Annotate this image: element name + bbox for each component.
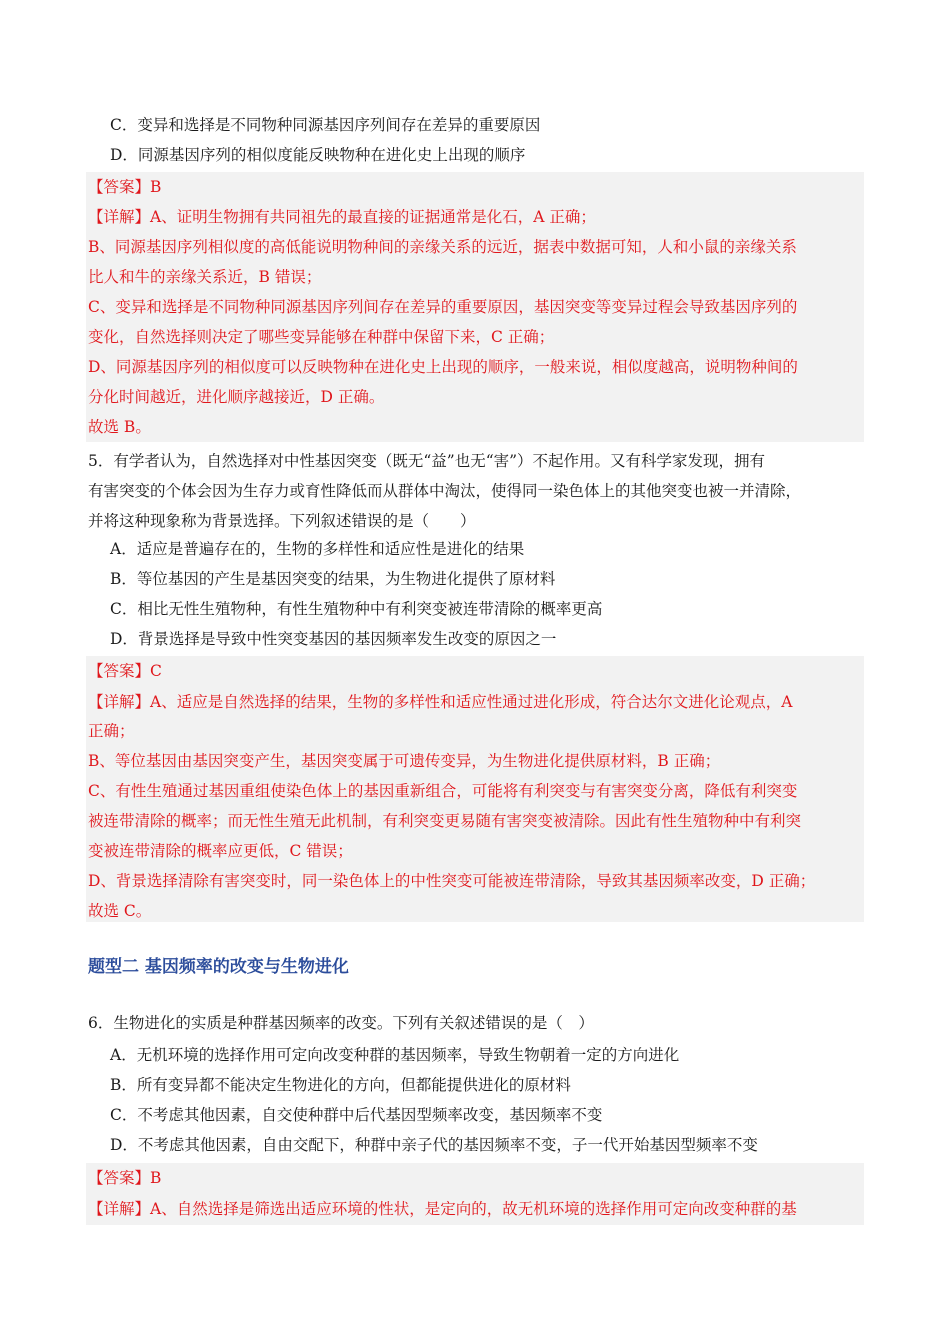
q4-detail-line: 比人和牛的亲缘关系近，B 错误； (88, 268, 322, 286)
q5-answer: 【答案】C (88, 662, 162, 680)
q5-option-b: B．等位基因的产生是基因突变的结果，为生物进化提供了原材料 (110, 570, 556, 588)
q6-answer: 【答案】B (88, 1169, 162, 1187)
q5-detail-line: 正确； (88, 722, 135, 740)
q5-option-d: D．背景选择是导致中性突变基因的基因频率发生改变的原因之一 (110, 630, 557, 648)
q6-stem: 6．生物进化的实质是种群基因频率的改变。下列有关叙述错误的是（ ） (88, 1014, 594, 1032)
q6-detail-line: 【详解】A、自然选择是筛选出适应环境的性状，是定向的，故无机环境的选择作用可定向改变种群的基 (88, 1200, 797, 1218)
q4-detail-line: B、同源基因序列相似度的高低能说明物种间的亲缘关系的远近，据表中数据可知，人和小鼠的亲缘关系 (88, 238, 797, 256)
q5-stem-line: 并将这种现象称为背景选择。下列叙述错误的是（ ） (88, 512, 476, 530)
q5-detail-line: 被连带清除的概率；而无性生殖无此机制，有利突变更易随有害突变被清除。因此有性生殖物种中有利突 (88, 812, 802, 830)
q4-option-d: D．同源基因序列的相似度能反映物种在进化史上出现的顺序 (110, 146, 526, 164)
q5-stem-line: 5．有学者认为，自然选择对中性基因突变（既无“益”也无“害”）不起作用。又有科学家发现，拥有 (88, 452, 766, 470)
q4-detail-line: C、变异和选择是不同物种同源基因序列间存在差异的重要原因，基因突变等变异过程会导致基因序列的 (88, 298, 798, 316)
q5-detail-line: B、等位基因由基因突变产生，基因突变属于可遗传变异，为生物进化提供原材料，B 正确； (88, 752, 721, 770)
q5-conclusion: 故选 C。 (88, 902, 152, 920)
q4-detail-line: D、同源基因序列的相似度可以反映物种在进化史上出现的顺序，一般来说，相似度越高，说明物种间的 (88, 358, 798, 376)
q5-detail-line: 变被连带清除的概率应更低，C 错误； (88, 842, 353, 860)
q5-detail-line: C、有性生殖通过基因重组使染色体上的基因重新组合，可能将有利突变与有害突变分离，降低有利突变 (88, 782, 798, 800)
q4-detail-line: 分化时间越近，进化顺序越接近，D 正确。 (88, 388, 385, 406)
q6-option-d: D．不考虑其他因素，自由交配下，种群中亲子代的基因频率不变，子一代开始基因型频率不变 (110, 1136, 758, 1154)
q4-detail-line: 【详解】A、证明生物拥有共同祖先的最直接的证据通常是化石，A 正确； (88, 208, 596, 226)
q6-option-a: A．无机环境的选择作用可定向改变种群的基因频率，导致生物朝着一定的方向进化 (110, 1046, 680, 1064)
q6-option-c: C．不考虑其他因素，自交使种群中后代基因型频率改变，基因频率不变 (110, 1106, 603, 1124)
q5-detail-line: 【详解】A、适应是自然选择的结果，生物的多样性和适应性通过进化形成，符合达尔文进化论观点，A (88, 693, 793, 711)
q5-option-a: A．适应是普遍存在的，生物的多样性和适应性是进化的结果 (110, 540, 525, 558)
q5-detail-line: D、背景选择清除有害突变时，同一染色体上的中性突变可能被连带清除，导致其基因频率改变，D 正确； (88, 872, 816, 890)
q5-stem-line: 有害突变的个体会因为生存力或育性降低而从群体中淘汰，使得同一染色体上的其他突变也被一并清除， (88, 482, 802, 500)
q4-answer: 【答案】B (88, 178, 162, 196)
section-title: 题型二 基因频率的改变与生物进化 (88, 957, 349, 977)
q5-option-c: C．相比无性生殖物种，有性生殖物种中有利突变被连带清除的概率更高 (110, 600, 603, 618)
q4-conclusion: 故选 B。 (88, 418, 151, 436)
q6-option-b: B．所有变异都不能决定生物进化的方向，但都能提供进化的原材料 (110, 1076, 571, 1094)
q4-detail-line: 变化，自然选择则决定了哪些变异能够在种群中保留下来，C 正确； (88, 328, 555, 346)
q4-option-c: C．变异和选择是不同物种同源基因序列间存在差异的重要原因 (110, 116, 541, 134)
